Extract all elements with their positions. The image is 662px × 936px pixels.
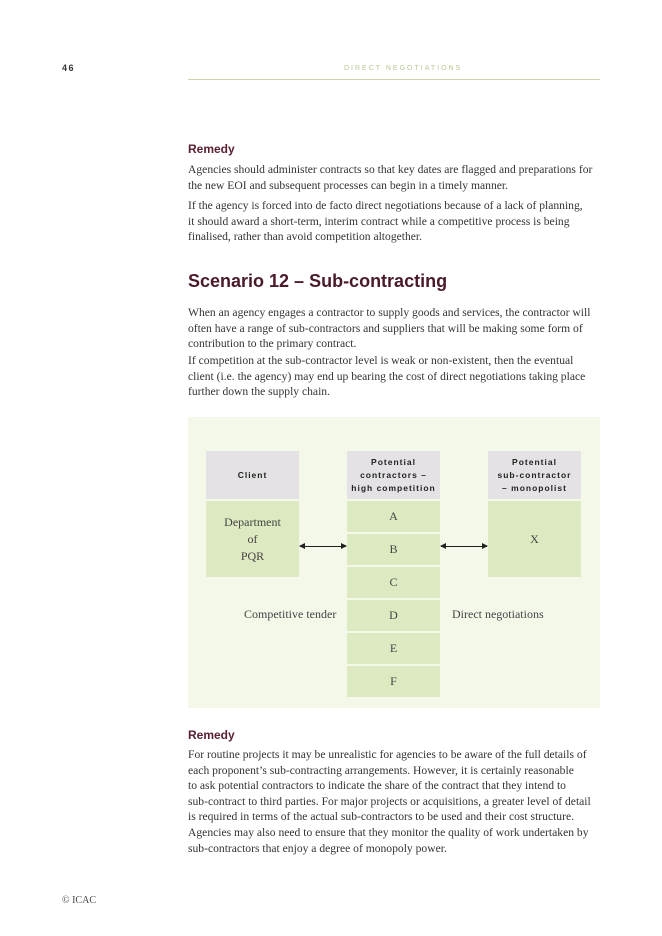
competitive-tender-label: Competitive tender [244,607,337,621]
client-line: Department [224,514,281,529]
direct-negotiations-label: Direct negotiations [452,607,544,621]
contractor-box [347,567,440,598]
client-header-label: Client [237,469,268,480]
header-line: Potential [512,456,557,467]
text-line: sub-contract to third parties. For major projects or acquisitions, a greater level of detail [188,794,591,808]
running-title: DIRECT NEGOTIATIONS [344,65,463,72]
contractor-label: C [389,575,398,589]
text-line: client (i.e. the agency) may end up bearing the cost of direct negotiations taking place [188,369,586,383]
subcontractor-header [488,451,581,499]
header-line: Potential [371,456,416,467]
text-line: When an agency engages a contractor to supply goods and services, the contractor will [188,306,591,319]
text-line: each proponent’s sub-contracting arrangements. However, it is certainly reasonable [188,763,574,777]
contractor-box [347,600,440,631]
remedy-paragraph-1 [188,162,602,193]
subcontracting-diagram [188,417,600,708]
text-line: is required in terms of the actual sub-contractors to be used and their cost structure. [188,810,575,824]
remedy-paragraph-2 [188,198,602,245]
remedy-heading-2: Remedy [188,728,235,742]
contractor-label: D [389,608,398,622]
text-line: Agencies should administer contracts so that key dates are flagged and preparations for [188,163,593,176]
subcontractor-label: X [530,531,539,546]
scenario-paragraph-2 [188,353,602,400]
scenario-paragraph-1 [188,305,602,352]
client-header [206,451,299,499]
header-line: sub-contractor [497,469,572,480]
remedy-paragraph-3 [188,747,602,856]
remedy-heading-1: Remedy [188,142,235,156]
scenario-title: Scenario 12 – Sub-contracting [188,271,448,291]
client-line: of [247,531,258,546]
client-line: PQR [240,548,265,563]
contractor-label: F [390,674,397,688]
contractor-box [347,501,440,532]
contractor-label: A [389,509,398,523]
text-line: sub-contractors that enjoy a degree of monopoly power. [188,841,447,855]
header-rule [188,79,600,80]
double-arrow-icon [441,546,487,547]
text-line: finalised, rather than avoid competition altogether. [188,230,423,244]
double-arrow-icon [300,546,346,547]
copyright: © ICAC [62,895,96,906]
text-line: Agencies may also need to ensure that they monitor the quality of work undertaken by [188,825,589,839]
text-line: If the agency is forced into de facto direct negotiations because of a lack of planning, [188,199,583,212]
text-line: further down the supply chain. [188,385,330,399]
header-line: – monopolist [502,482,567,493]
subcontractor-box [488,501,581,577]
text-line: If competition at the sub-contractor level is weak or non-existent, then the eventual [188,354,574,367]
contractor-box [347,633,440,664]
contractors-header [347,451,440,499]
page-number: 46 [62,63,76,73]
text-line: the new EOI and subsequent processes can begin in a timely manner. [188,178,509,192]
text-line: often have a range of sub-contractors and suppliers that will be making some form of [188,321,583,335]
contractor-box [347,666,440,697]
contractor-label: E [389,641,398,655]
header-line: high competition [351,482,436,493]
contractor-box [347,534,440,565]
text-line: For routine projects it may be unrealistic for agencies to be aware of the full details of [188,748,587,761]
client-box [206,501,299,577]
header-line: contractors – [360,469,427,480]
text-line: it should award a short-term, interim contract while a competitive process is being [188,214,570,228]
contractor-label: B [389,542,398,556]
text-line: to ask potential contractors to indicate the share of the contract that they intend to [188,779,566,793]
text-line: contribution to the primary contract. [188,337,357,351]
